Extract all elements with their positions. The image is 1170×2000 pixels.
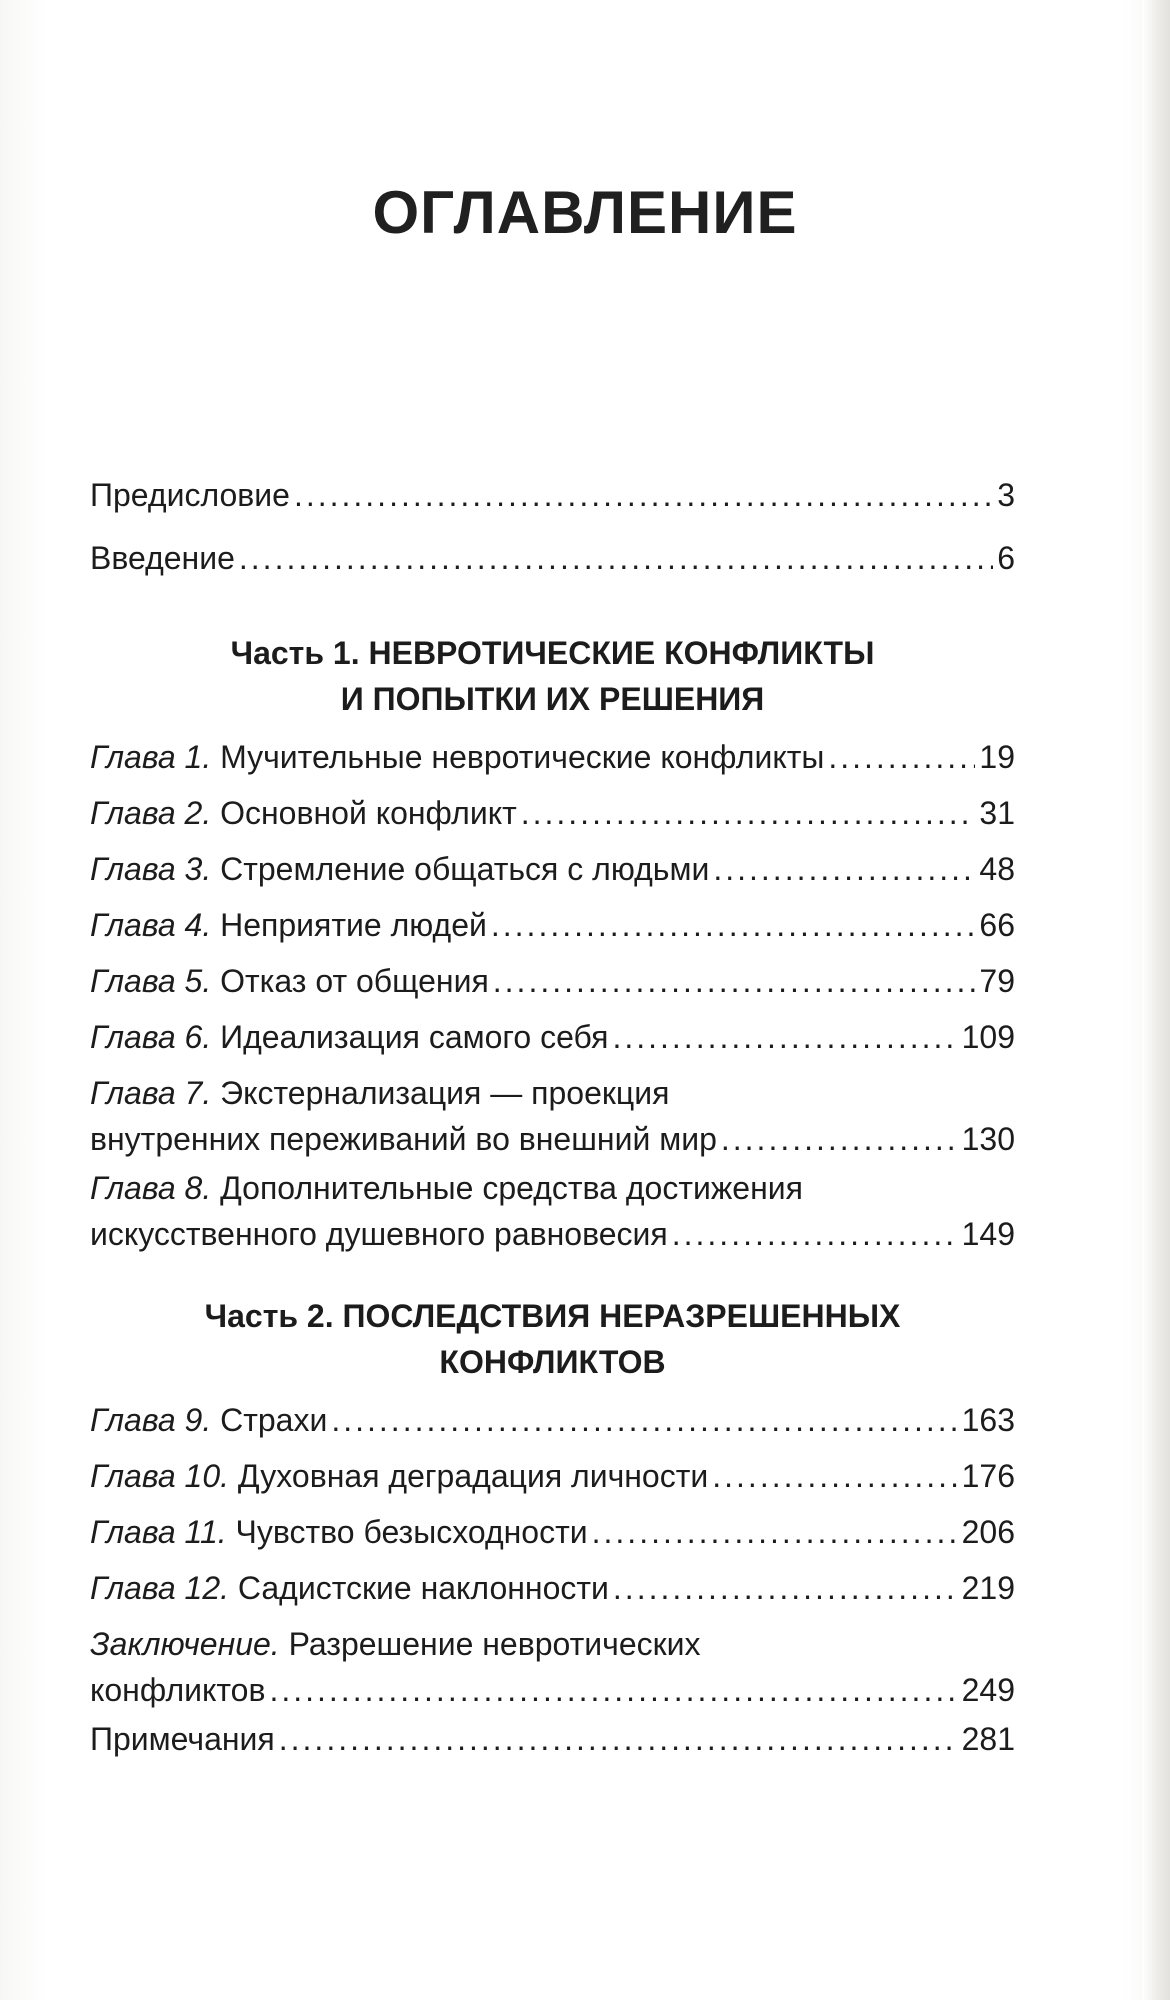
toc-entry-chapter-6[interactable] [90, 1014, 1015, 1060]
chapter-label: Глава 11. [90, 1514, 227, 1550]
toc-entry-preface[interactable] [90, 472, 1015, 518]
page-edge-shadow [1142, 0, 1170, 2000]
chapter-title: Неприятие людей [211, 907, 487, 943]
chapter-label: Глава 1. [90, 739, 212, 775]
dot-leader [294, 472, 993, 518]
part-1-heading [90, 630, 1015, 722]
toc-entry-chapter-3[interactable] [90, 846, 1015, 892]
part-heading-line: Часть 2. ПОСЛЕДСТВИЯ НЕРАЗРЕШЕННЫХ [204, 1298, 901, 1334]
toc-entry-chapter-12[interactable] [90, 1565, 1015, 1611]
dot-leader [331, 1397, 957, 1443]
part-heading-line: Часть 1. НЕВРОТИЧЕСКИЕ КОНФЛИКТЫ [230, 635, 875, 671]
dot-leader [828, 734, 975, 780]
part-heading-line: И ПОПЫТКИ ИХ РЕШЕНИЯ [340, 681, 765, 717]
chapter-title: Основной конфликт [211, 795, 517, 831]
chapter-title-continued: внутренних переживаний во внешний мир [90, 1121, 717, 1157]
toc-page-number: 6 [997, 540, 1015, 576]
toc-entry-chapter-11[interactable] [90, 1509, 1015, 1555]
toc-page-number: 109 [961, 1019, 1015, 1055]
toc-entry-introduction[interactable] [90, 535, 1015, 581]
chapter-label: Глава 9. [90, 1402, 212, 1438]
dot-leader [612, 1014, 957, 1060]
chapter-title: Разрешение невротических [279, 1626, 701, 1662]
chapter-title: Садистские наклонности [229, 1570, 609, 1606]
chapter-title: Экстернализация — проекция [211, 1075, 670, 1111]
dot-leader [592, 1509, 958, 1555]
chapter-label: Глава 10. [90, 1458, 230, 1494]
part-heading-line: КОНФЛИКТОВ [439, 1344, 666, 1380]
chapter-title: Чувство безысходности [226, 1514, 588, 1550]
chapter-label: Заключение. [90, 1626, 280, 1662]
toc-page-number: 31 [979, 795, 1015, 831]
chapter-title: Страхи [211, 1402, 328, 1438]
toc-page-number: 219 [961, 1570, 1015, 1606]
chapter-label: Глава 4. [90, 907, 212, 943]
dot-leader [491, 902, 976, 948]
toc-entry-notes[interactable] [90, 1716, 1015, 1762]
chapter-title: Отказ от общения [211, 963, 489, 999]
toc-page-number: 66 [979, 907, 1015, 943]
toc-entry-chapter-7[interactable] [90, 1070, 1015, 1162]
toc-page-number: 176 [961, 1458, 1015, 1494]
toc-page-number: 48 [979, 851, 1015, 887]
dot-leader [712, 1453, 957, 1499]
chapter-title-continued: конфликтов [90, 1672, 266, 1708]
dot-leader [672, 1211, 958, 1257]
toc-page-number: 149 [961, 1216, 1015, 1252]
toc-entry-text: Введение [90, 540, 235, 576]
toc-entry-text: Предисловие [90, 477, 290, 513]
toc-entry-chapter-5[interactable] [90, 958, 1015, 1004]
toc-entry-conclusion[interactable] [90, 1621, 1015, 1713]
toc-entry-chapter-8[interactable] [90, 1165, 1015, 1257]
toc-page-number: 206 [961, 1514, 1015, 1550]
toc-page-number: 163 [961, 1402, 1015, 1438]
dot-leader [713, 846, 975, 892]
dot-leader [613, 1565, 958, 1611]
toc-page-number: 79 [979, 963, 1015, 999]
chapter-label: Глава 5. [90, 963, 212, 999]
chapter-label: Глава 6. [90, 1019, 212, 1055]
toc-page-number: 19 [979, 739, 1015, 775]
chapter-label: Глава 2. [90, 795, 212, 831]
dot-leader [239, 535, 993, 581]
toc-page-number: 249 [961, 1672, 1015, 1708]
toc-entry-chapter-9[interactable] [90, 1397, 1015, 1443]
toc-page-number: 281 [961, 1721, 1015, 1757]
chapter-title: Мучительные невротические конфликты [211, 739, 825, 775]
dot-leader [279, 1716, 958, 1762]
dot-leader [493, 958, 976, 1004]
part-2-heading [90, 1293, 1015, 1385]
page-title: ОГЛАВЛЕНИЕ [372, 179, 798, 246]
toc-entry-chapter-2[interactable] [90, 790, 1015, 836]
chapter-title: Духовная деградация личности [229, 1458, 709, 1494]
dot-leader [521, 790, 976, 836]
chapter-title: Стремление общаться с людьми [211, 851, 710, 887]
dot-leader [269, 1667, 957, 1713]
chapter-label: Глава 8. [90, 1170, 212, 1206]
dot-leader [721, 1116, 958, 1162]
chapter-label: Глава 3. [90, 851, 212, 887]
toc-entry-text: Примечания [90, 1721, 275, 1757]
toc-page-number: 130 [961, 1121, 1015, 1157]
chapter-label: Глава 12. [90, 1570, 230, 1606]
chapter-title: Идеализация самого себя [211, 1019, 609, 1055]
toc-entry-chapter-1[interactable] [90, 734, 1015, 780]
chapter-title: Дополнительные средства достижения [211, 1170, 803, 1206]
toc-entry-chapter-4[interactable] [90, 902, 1015, 948]
toc-page-number: 3 [997, 477, 1015, 513]
toc-entry-chapter-10[interactable] [90, 1453, 1015, 1499]
chapter-title-continued: искусственного душевного равновесия [90, 1216, 668, 1252]
chapter-label: Глава 7. [90, 1075, 212, 1111]
